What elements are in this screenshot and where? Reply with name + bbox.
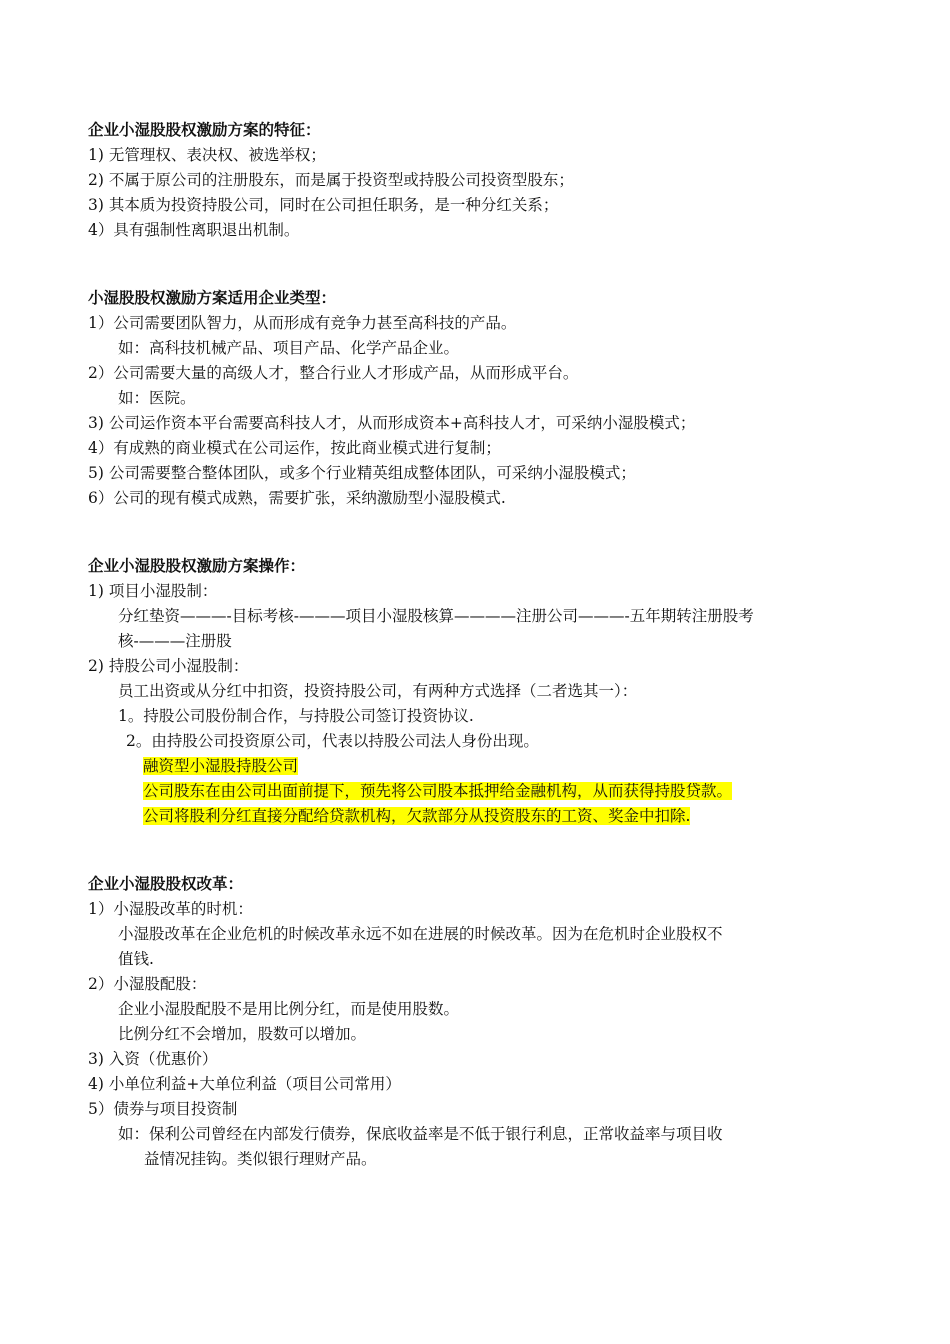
body-line: 小湿股改革在企业危机的时候改革永远不如在进展的时候改革。因为在危机时企业股权不	[118, 925, 723, 943]
list-item: 4）具有强制性离职退出机制。	[88, 221, 300, 239]
document-page	[88, 118, 878, 1215]
highlight-text: 公司股东在由公司出面前提下，预先将公司股本抵押给金融机构，从而获得持股贷款。	[143, 782, 733, 800]
section-operation	[88, 554, 878, 829]
list-item: 5）债券与项目投资制	[88, 1100, 238, 1118]
body-line: 员工出资或从分红中扣资，投资持股公司，有两种方式选择（二者选其一）：	[118, 682, 638, 700]
body-line: 企业小湿股配股不是用比例分红，而是使用股数。	[118, 1000, 460, 1018]
list-item: 3) 入资（优惠价）	[88, 1050, 218, 1068]
example-line: 如：保利公司曾经在内部发行债券，保底收益率是不低于银行利息，正常收益率与项目收	[118, 1125, 723, 1143]
highlight-text: 公司将股利分红直接分配给贷款机构，欠款部分从投资股东的工资、奖金中扣除.	[143, 807, 691, 825]
list-item: 3) 公司运作资本平台需要高科技人才，从而形成资本+高科技人才，可采纳小湿股模式；	[88, 414, 696, 432]
section-heading: 小湿股股权激励方案适用企业类型：	[88, 289, 337, 307]
example-line: 益情况挂钩。类似银行理财产品。	[144, 1150, 377, 1168]
section-heading: 企业小湿股股权激励方案操作：	[88, 557, 306, 575]
list-item: 1）公司需要团队智力，从而形成有竞争力甚至高科技的产品。	[88, 314, 517, 332]
body-line: 值钱.	[118, 950, 154, 968]
list-item: 3) 其本质为投资持股公司，同时在公司担任职务，是一种分红关系；	[88, 196, 559, 214]
highlighted-line	[88, 779, 878, 804]
list-item: 2) 不属于原公司的注册股东，而是属于投资型或持股公司投资型股东；	[88, 171, 574, 189]
flow-line: 分红垫资———-目标考核-———项目小湿股核算————注册公司———-五年期转注册股考	[118, 607, 754, 625]
list-item: 4）有成熟的商业模式在公司运作，按此商业模式进行复制；	[88, 439, 501, 457]
sub-item: 1。持股公司股份制合作，与持股公司签订投资协议.	[118, 707, 474, 725]
example-line: 如：高科技机械产品、项目产品、化学产品企业。	[118, 339, 460, 357]
section-applicable-types	[88, 286, 878, 511]
body-line: 比例分红不会增加，股数可以增加。	[118, 1025, 367, 1043]
list-item: 1) 无管理权、表决权、被选举权；	[88, 146, 326, 164]
highlighted-line	[88, 804, 878, 829]
list-item: 2）小湿股配股：	[88, 975, 207, 993]
section-reform	[88, 872, 878, 1172]
list-item: 1）小湿股改革的时机：	[88, 900, 253, 918]
list-item: 6）公司的现有模式成熟，需要扩张，采纳激励型小湿股模式.	[88, 489, 506, 507]
list-item: 4) 小单位利益+大单位利益（项目公司常用）	[88, 1075, 401, 1093]
list-item: 1) 项目小湿股制：	[88, 582, 218, 600]
section-features	[88, 118, 878, 243]
example-line: 如：医院。	[118, 389, 196, 407]
list-item: 2）公司需要大量的高级人才，整合行业人才形成产品，从而形成平台。	[88, 364, 579, 382]
list-item: 5) 公司需要整合整体团队，或多个行业精英组成整体团队，可采纳小湿股模式；	[88, 464, 636, 482]
section-heading: 企业小湿股股权激励方案的特征：	[88, 121, 321, 139]
highlighted-line	[88, 754, 878, 779]
section-heading: 企业小湿股股权改革：	[88, 875, 244, 893]
list-item: 2) 持股公司小湿股制：	[88, 657, 249, 675]
sub-item: 2。由持股公司投资原公司，代表以持股公司法人身份出现。	[126, 732, 539, 750]
highlight-text: 融资型小湿股持股公司	[143, 757, 299, 775]
flow-line: 核-———注册股	[118, 632, 232, 650]
